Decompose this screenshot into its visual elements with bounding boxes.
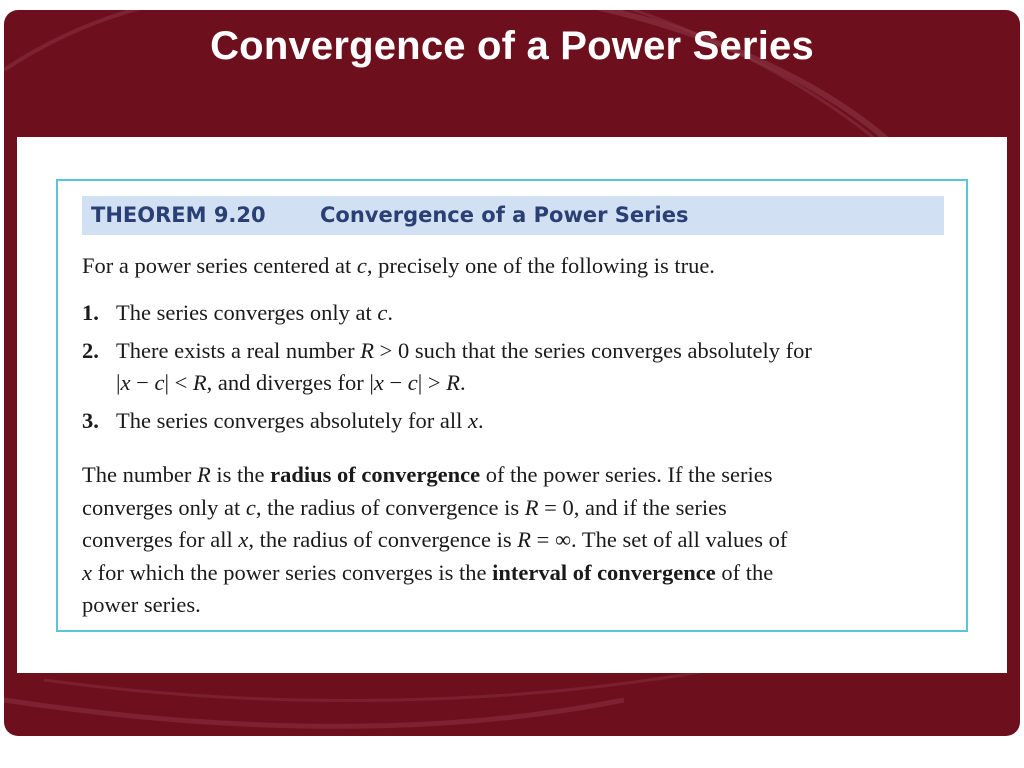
- theorem-name: Convergence of a Power Series: [320, 203, 689, 227]
- interval-of-convergence-term: interval of convergence: [492, 559, 716, 585]
- theorem-header: [82, 196, 944, 235]
- theorem-condition-3: [82, 405, 954, 437]
- definition-line-2: converges only at c, the radius of convergence is R = 0, and if the series: [82, 494, 727, 520]
- theorem-box: [56, 179, 968, 632]
- theorem-condition-2: [82, 335, 954, 399]
- theorem-conditions-list: [82, 297, 954, 443]
- slide-title: Convergence of a Power Series: [210, 24, 814, 68]
- definition-text: x for which the power series converges is the: [82, 559, 487, 585]
- condition-number: 2.: [82, 338, 99, 363]
- definition-text: The number R is the: [82, 462, 265, 487]
- condition-text: The series converges absolutely for all x.: [116, 408, 484, 433]
- theorem-number: THEOREM 9.20: [91, 203, 266, 227]
- condition-text-line-1: There exists a real number R > 0 such that the series converges absolutely for: [116, 338, 812, 363]
- definition-line-5: power series.: [82, 592, 201, 617]
- theorem-condition-1: [82, 297, 954, 329]
- condition-text-line-2: |x − c| < R, and diverges for |x − c| > R.: [116, 370, 466, 395]
- condition-number: 1.: [82, 300, 99, 325]
- content-panel: [17, 137, 1007, 673]
- definition-text: of the: [721, 559, 774, 585]
- condition-number: 3.: [82, 408, 99, 433]
- definition-text: of the power series. If the series: [485, 462, 773, 487]
- definition-line-1: [82, 459, 954, 492]
- condition-text: The series converges only at c.: [116, 300, 394, 325]
- slide: [4, 10, 1020, 736]
- definition-paragraph: [82, 459, 954, 622]
- definition-line-3: converges for all x, the radius of convergence is R = ∞. The set of all values of: [82, 527, 788, 552]
- theorem-intro: For a power series centered at c, precisely one of the following is true.: [82, 253, 715, 278]
- definition-line-4: [82, 557, 954, 590]
- radius-of-convergence-term: radius of convergence: [270, 462, 481, 487]
